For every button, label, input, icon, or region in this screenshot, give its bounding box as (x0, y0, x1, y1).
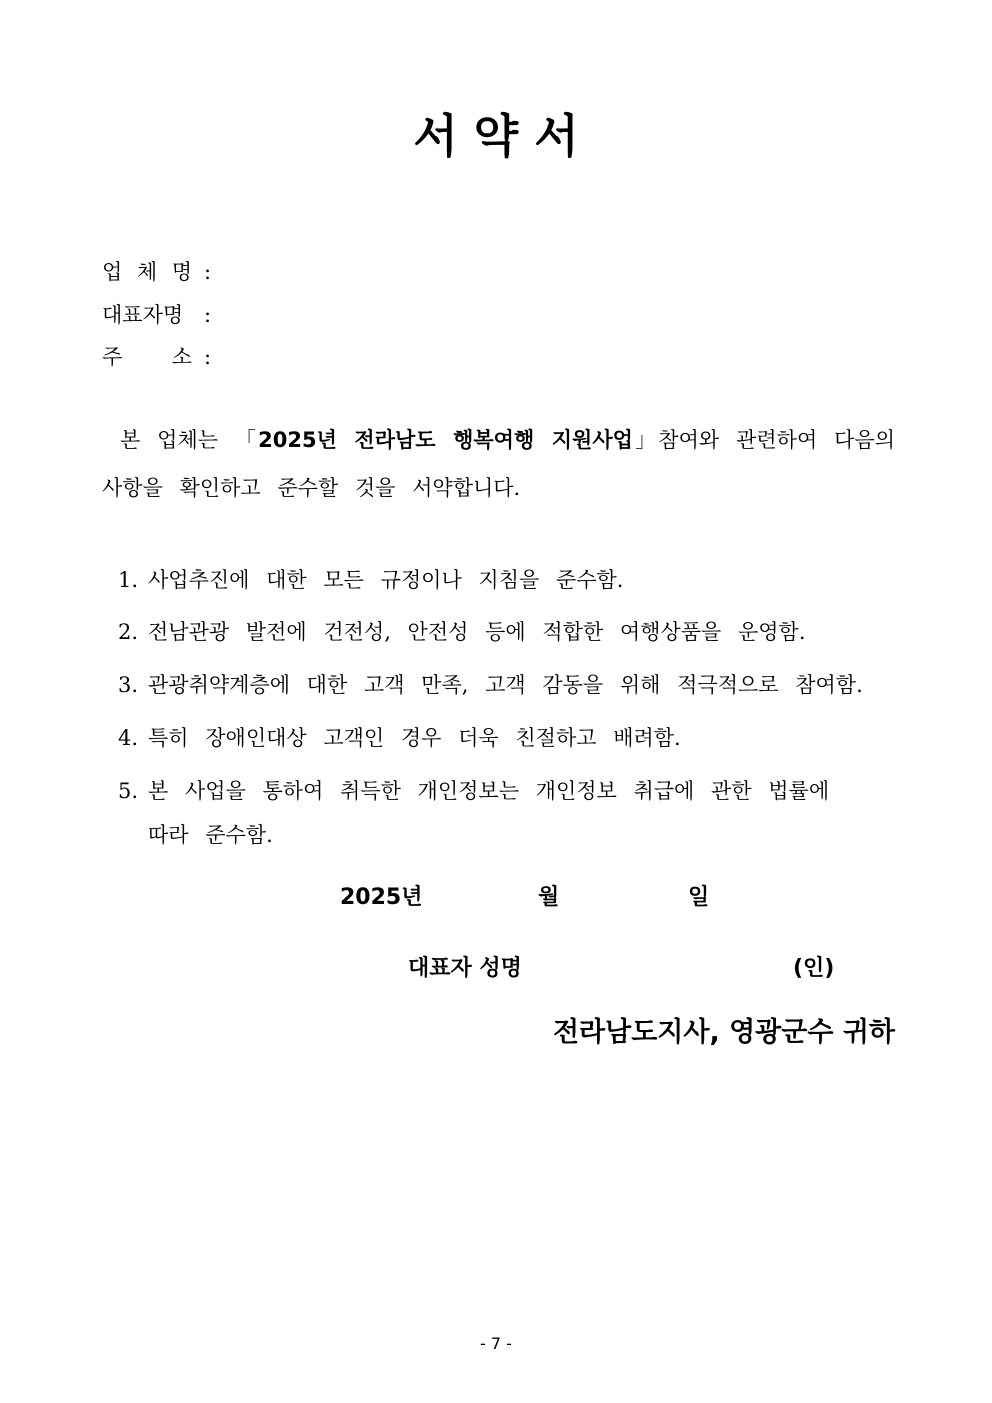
pledge-item-number: 2. (118, 620, 139, 644)
pledge-item-text: 본 사업을 통하여 취득한 개인정보는 개인정보 취급에 관한 법률에 (148, 779, 830, 803)
pledge-item-number: 5. (118, 779, 139, 803)
pledge-statement-line-2: 사항을 확인하고 준수할 것을 서약합니다. (102, 476, 521, 500)
address-field (102, 345, 211, 369)
pledge-item (118, 620, 806, 644)
statement-tail: 」참여와 관련하여 다음의 (632, 428, 895, 452)
pledge-item (118, 568, 623, 592)
representative-name-field (102, 303, 211, 327)
page-number: - 7 - (480, 1334, 512, 1353)
pledge-item-number: 4. (118, 726, 139, 750)
company-name-separator: : (204, 260, 212, 284)
company-name-label: 업 체 명 (102, 260, 192, 284)
pledge-statement-line-1 (120, 428, 895, 452)
company-name-field (102, 260, 211, 284)
pledge-item (118, 673, 863, 697)
pledge-item-text: 사업추진에 대한 모든 규정이나 지침을 준수함. (148, 568, 624, 592)
pledge-item-text: 특히 장애인대상 고객인 경우 더욱 친절하고 배려함. (148, 726, 681, 750)
addressee: 전라남도지사, 영광군수 귀하 (552, 1017, 895, 1048)
pledge-item-text: 관광취약계층에 대한 고객 만족, 고객 감동을 위해 적극적으로 참여함. (148, 673, 863, 697)
pledge-item-continuation: 따라 준수함. (148, 823, 273, 847)
pledge-item-text: 전남관광 발전에 건전성, 안전성 등에 적합한 여행상품을 운영함. (148, 620, 806, 644)
pledge-item-number: 1. (118, 568, 139, 592)
address-label: 주 소 (102, 345, 192, 369)
statement-lead: 본 업체는 「 (120, 428, 259, 452)
document-title: 서 약 서 (413, 109, 579, 163)
address-separator: : (204, 345, 212, 369)
representative-name-label: 대표자명 (102, 303, 184, 327)
statement-program-name: 2025년 전라남도 행복여행 지원사업 (258, 428, 633, 452)
pledge-item-number: 3. (118, 673, 139, 697)
representative-signature-label: 대표자 성명 (408, 956, 522, 981)
pledge-item (118, 779, 829, 803)
date-month: 월 (538, 885, 560, 910)
seal-mark: (인) (793, 956, 835, 981)
pledge-item (118, 726, 681, 750)
date-year: 2025년 (340, 885, 423, 910)
representative-name-separator: : (204, 303, 212, 327)
date-day: 일 (688, 885, 710, 910)
